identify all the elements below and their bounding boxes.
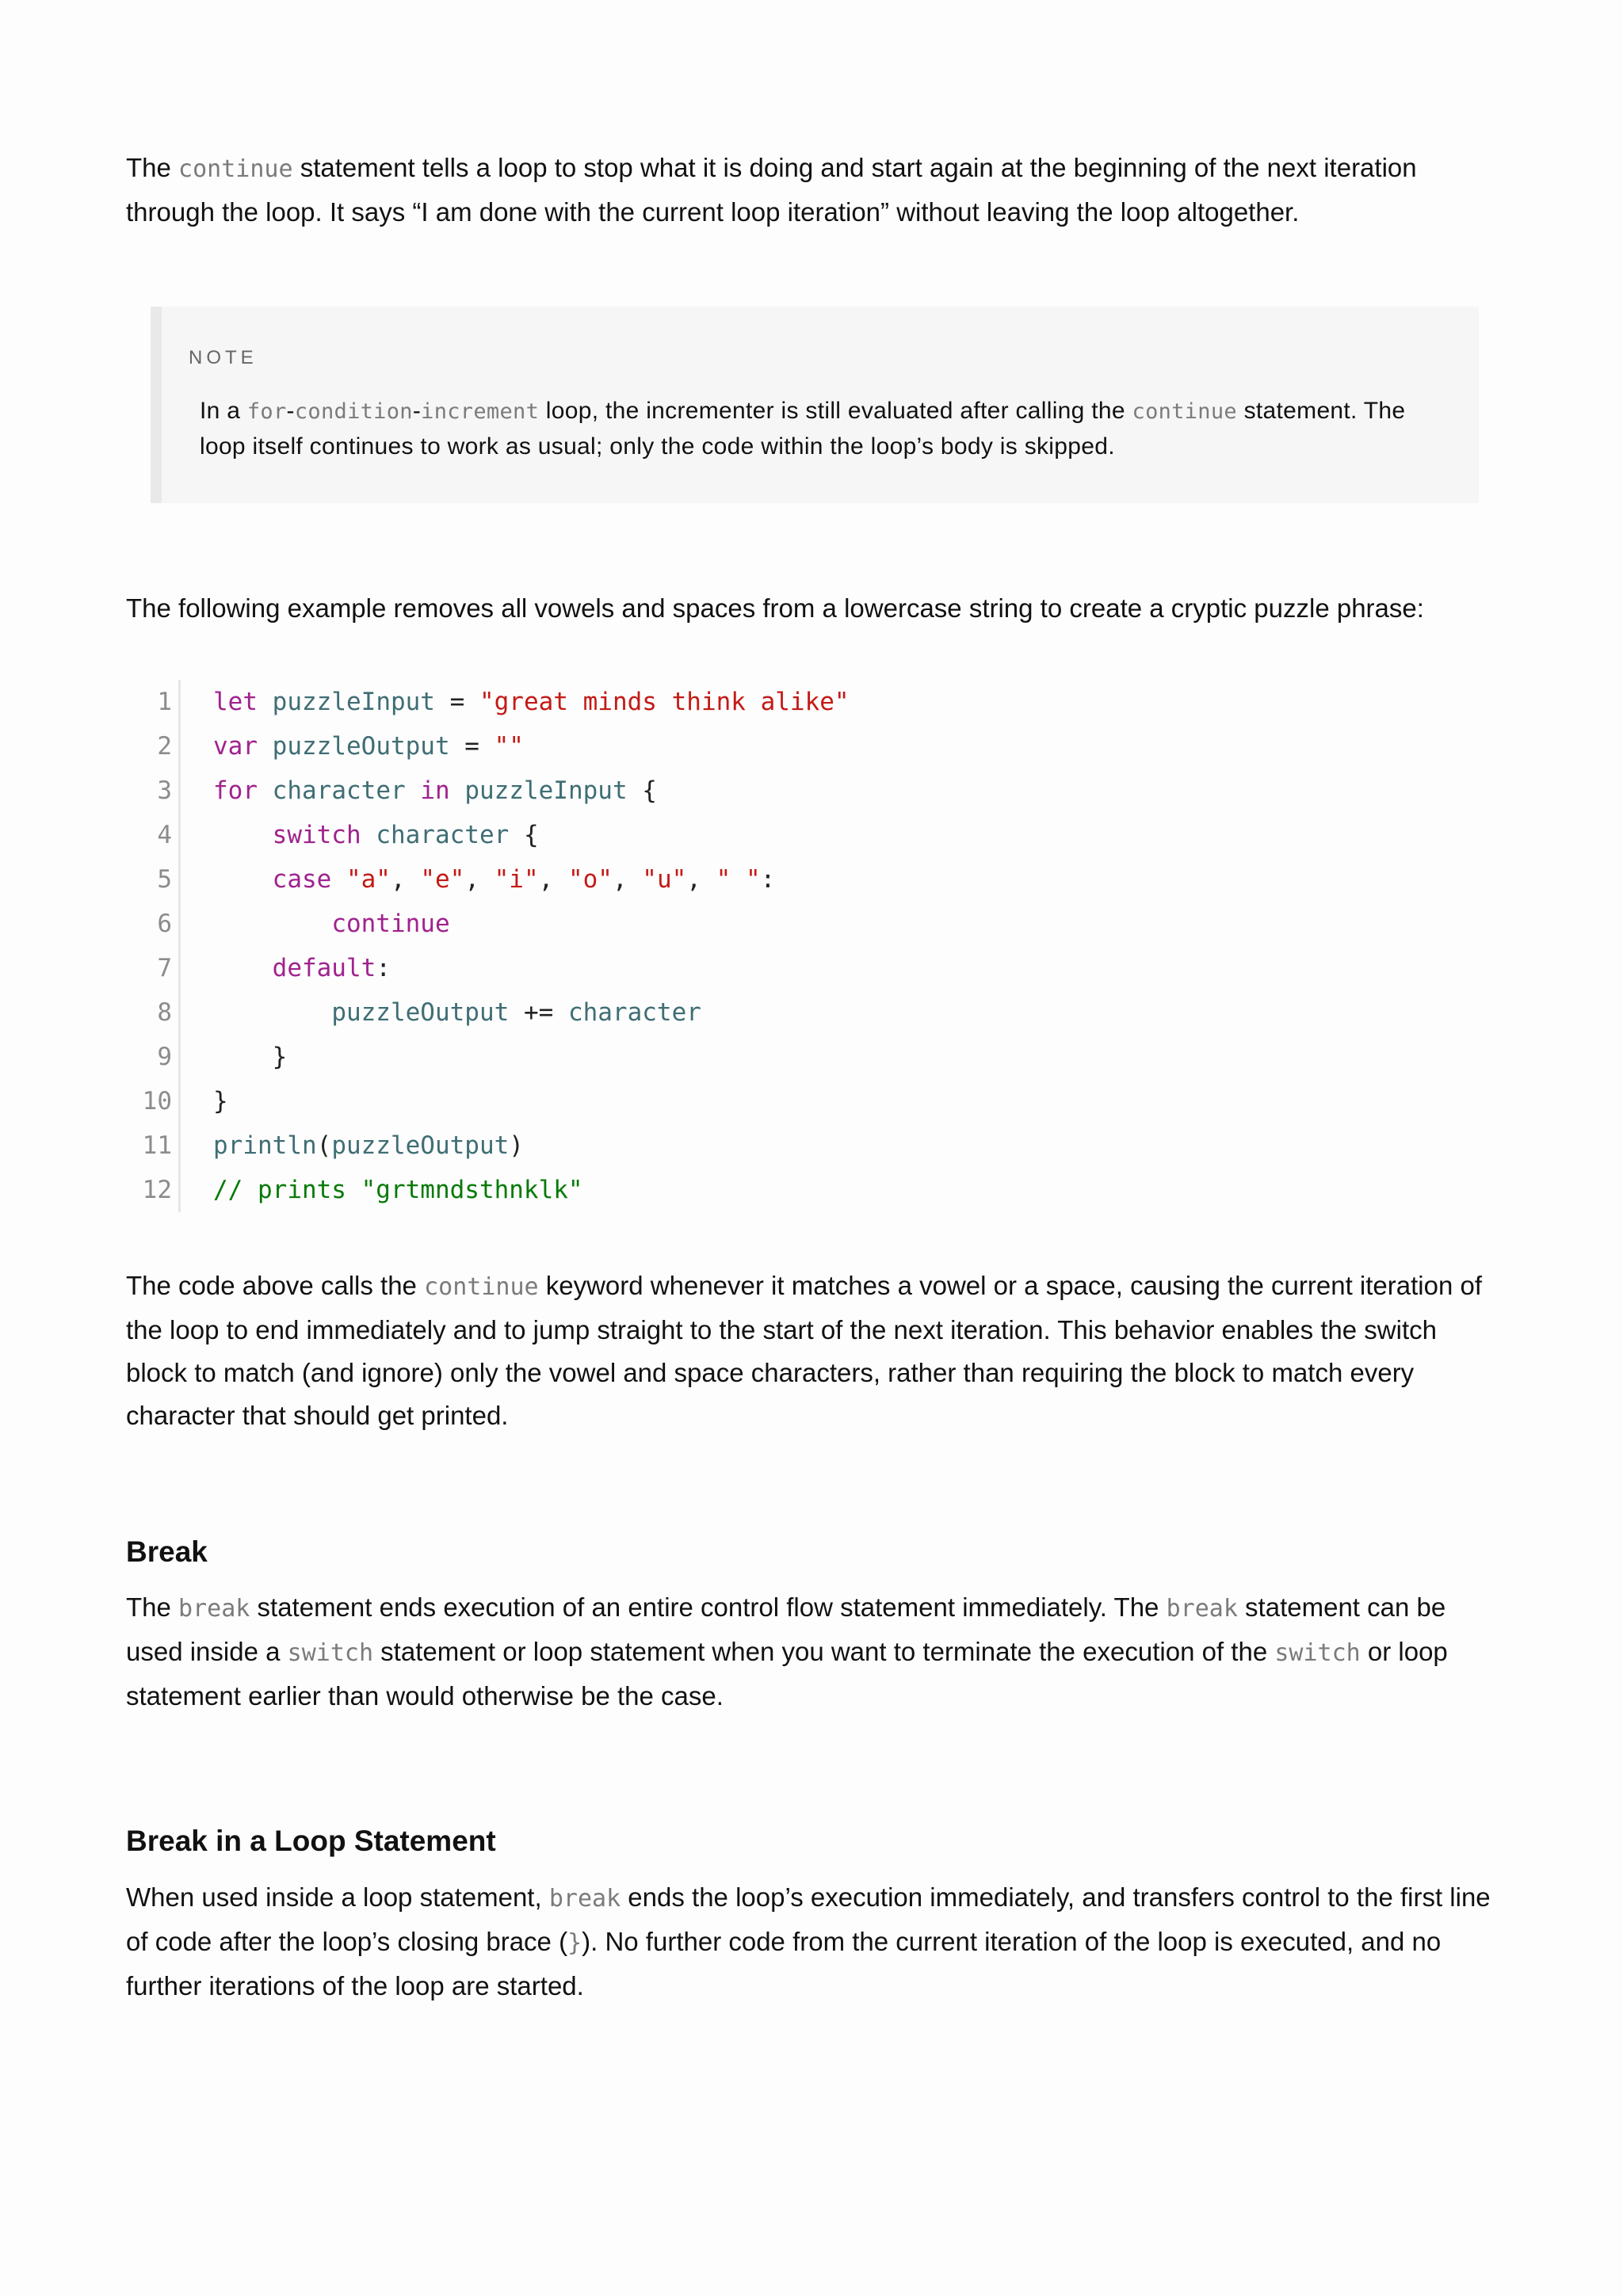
code-gutter: [178, 680, 181, 1212]
code-token: "e": [420, 865, 465, 894]
code-token: "a": [346, 865, 391, 894]
code-token: "": [494, 732, 524, 761]
code-token: ,: [538, 865, 568, 894]
line-number: 6: [157, 910, 172, 938]
code-token: character: [567, 998, 701, 1027]
line-number: 5: [157, 865, 172, 894]
code-token: in: [420, 776, 450, 805]
inline-code-continue: continue: [424, 1273, 539, 1301]
heading-break: Break: [126, 1535, 208, 1568]
line-number: 2: [157, 732, 172, 761]
note-text-part: statement. The loop itself continues to work as usual; only the code within the loop’s body is skipped.: [200, 398, 1406, 460]
code-token: [213, 954, 273, 982]
code-token: [213, 865, 273, 894]
line-number: 10: [142, 1087, 172, 1116]
intro-paragraph: [126, 147, 1505, 234]
loop-text: When used inside a loop statement,: [126, 1882, 549, 1912]
code-line: [213, 1035, 287, 1079]
code-token: [258, 688, 273, 716]
code-token: (: [316, 1131, 332, 1160]
code-token: =: [434, 688, 479, 716]
code-token: " ": [716, 865, 761, 894]
code-token: ,: [390, 865, 421, 894]
inline-code-for: for: [246, 399, 287, 424]
code-token: ): [509, 1131, 524, 1160]
code-line: [213, 946, 391, 990]
code-token: let: [213, 688, 258, 716]
code-line: [213, 1079, 228, 1123]
note-label: NOTE: [189, 347, 258, 368]
code-token: [406, 776, 421, 805]
break-paragraph: [126, 1586, 1505, 1718]
inline-code-break: break: [178, 1595, 250, 1623]
code-token: puzzleInput: [272, 688, 435, 716]
inline-code-switch: switch: [1274, 1639, 1361, 1667]
code-token: continue: [331, 910, 450, 938]
code-token: puzzleOutput: [331, 1131, 510, 1160]
inline-code-continue: continue: [178, 155, 293, 183]
inline-code-switch: switch: [287, 1639, 374, 1667]
code-token: "o": [567, 865, 613, 894]
code-line: [213, 902, 450, 946]
code-token: println: [213, 1131, 317, 1160]
break-text: or loop statement earlier than would otherwise be the case.: [126, 1637, 1448, 1711]
code-token: =: [449, 732, 495, 761]
code-token: [213, 821, 273, 849]
line-number: 12: [142, 1176, 172, 1204]
code-token: [258, 776, 273, 805]
code-token: [213, 910, 331, 938]
intro-text: The: [126, 153, 179, 182]
code-token: default: [272, 954, 376, 982]
code-token: ,: [686, 865, 716, 894]
line-number: 7: [157, 954, 172, 982]
code-token: character: [272, 776, 406, 805]
code-token: {: [627, 776, 657, 805]
code-line: [213, 857, 775, 902]
code-token: // prints "grtmndsthnklk": [213, 1176, 583, 1204]
inline-code-continue: continue: [1132, 399, 1237, 424]
break-text: statement can be used inside a: [126, 1592, 1446, 1666]
line-number: 8: [157, 998, 172, 1027]
code-token: [361, 821, 376, 849]
code-token: +=: [509, 998, 568, 1027]
code-token: [331, 865, 346, 894]
note-dash: -: [286, 398, 295, 424]
code-token: character: [376, 821, 510, 849]
heading-break-in-loop: Break in a Loop Statement: [126, 1825, 496, 1857]
intro-text-rest: statement tells a loop to stop what it is doing and start again at the beginning of the next iteration through the loop. It says “I am done with the current loop iteration” without leaving the loop altogether.: [126, 153, 1417, 227]
code-line: [213, 680, 850, 724]
code-line: [213, 990, 701, 1035]
inline-code-condition: condition: [294, 399, 413, 424]
code-line: [213, 1168, 583, 1212]
code-token: "great minds think alike": [479, 688, 850, 716]
line-number: 4: [157, 821, 172, 849]
inline-code-brace: }: [567, 1929, 582, 1957]
note-text-part: In a: [200, 398, 247, 424]
example-intro-paragraph: The following example removes all vowels and spaces from a lowercase string to create a cryptic puzzle phrase:: [126, 593, 1424, 623]
note-text: [200, 394, 1444, 464]
line-number: 1: [157, 688, 172, 716]
loop-paragraph: [126, 1876, 1505, 2008]
code-token: "u": [642, 865, 687, 894]
code-token: [213, 998, 331, 1027]
line-number: 11: [142, 1131, 172, 1160]
code-line: [213, 724, 524, 769]
code-token: "i": [494, 865, 539, 894]
code-token: switch: [272, 821, 361, 849]
code-line: [213, 769, 657, 813]
line-number: 3: [157, 776, 172, 805]
explain-text-rest: keyword whenever it matches a vowel or a space, causing the current iteration of the loop to end immediately and to jump straight to the start of the next iteration. This behavior enables the switch block to match (and ignore) only the vowel and space characters, rather than requiring the block to match every character that should get printed.: [126, 1271, 1483, 1430]
break-text: statement ends execution of an entire control flow statement immediately. The: [250, 1592, 1167, 1622]
code-token: for: [213, 776, 258, 805]
line-number: 9: [157, 1043, 172, 1071]
inline-code-break: break: [1166, 1595, 1238, 1623]
code-line: [213, 1123, 524, 1168]
note-dash: -: [412, 398, 422, 424]
code-token: [450, 776, 465, 805]
loop-text: ends the loop’s execution immediately, and transfers control to the first line of code after the loop’s closing brace (: [126, 1882, 1491, 1956]
note-text-part: loop, the incrementer is still evaluated after calling the: [539, 398, 1132, 424]
code-token: [258, 732, 273, 761]
break-text: statement or loop statement when you want to terminate the execution of the: [373, 1637, 1275, 1666]
explain-text: The code above calls the: [126, 1271, 425, 1300]
code-token: puzzleOutput: [272, 732, 450, 761]
code-token: }: [213, 1087, 228, 1116]
code-token: puzzleOutput: [331, 998, 510, 1027]
code-line: [213, 813, 539, 857]
code-token: ,: [612, 865, 643, 894]
code-token: :: [760, 865, 776, 894]
explain-paragraph: [126, 1264, 1505, 1437]
inline-code-increment: increment: [421, 399, 540, 424]
code-token: }: [213, 1043, 288, 1071]
code-token: ,: [464, 865, 495, 894]
loop-text: ). No further code from the current iteration of the loop is executed, and no further iterations of the loop are started.: [126, 1927, 1442, 2000]
code-token: {: [509, 821, 539, 849]
inline-code-break: break: [548, 1885, 621, 1913]
code-token: :: [376, 954, 391, 982]
code-token: puzzleInput: [464, 776, 628, 805]
code-token: var: [213, 732, 258, 761]
break-text: The: [126, 1592, 179, 1622]
code-token: case: [272, 865, 332, 894]
